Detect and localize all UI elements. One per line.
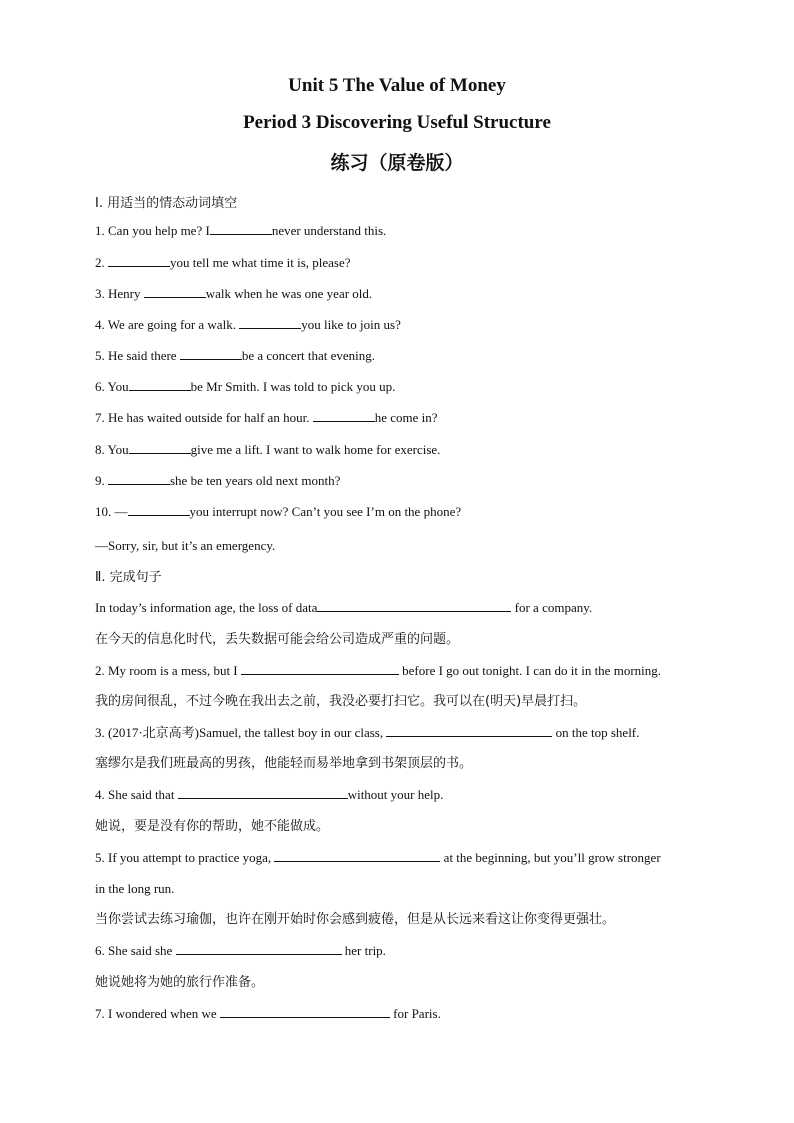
sentence-6-translation: 她说她将为她的旅行作准备。 (95, 975, 265, 990)
answer-blank[interactable] (241, 662, 399, 675)
exercise-2: 2. you tell me what time it is, please? (95, 255, 351, 270)
answer-blank[interactable] (108, 472, 170, 485)
exercise-1: 1. Can you help me? I never understand this. (95, 223, 387, 238)
sentence-1: In today’s information age, the loss of data for a company. (95, 600, 593, 615)
sentence-2: 2. My room is a mess, but I before I go out tonight. I can do it in the morning. (95, 663, 662, 678)
answer-blank[interactable] (386, 724, 552, 737)
answer-blank[interactable] (239, 316, 301, 329)
answer-blank[interactable] (220, 1005, 390, 1018)
exercise-4: 4. We are going for a walk. you like to join us? (95, 317, 401, 332)
answer-blank[interactable] (176, 942, 342, 955)
answer-blank[interactable] (274, 849, 440, 862)
unit-title: Unit 5 The Value of Money (288, 75, 506, 96)
exercise-10: 10. — you interrupt now? Can’t you see I’m on the phone? (95, 504, 462, 519)
sentence-4: 4. She said that without your help. (95, 787, 444, 802)
exercise-5: 5. He said there be a concert that evening. (95, 348, 376, 363)
exercise-8: 8. You give me a lift. I want to walk home for exercise. (95, 442, 441, 457)
sentence-6: 6. She said she her trip. (95, 943, 386, 958)
exercise-3: 3. Henry walk when he was one year old. (95, 286, 373, 301)
sentence-1-translation: 在今天的信息化时代，丢失数据可能会给公司造成严重的问题。 (95, 632, 460, 647)
answer-blank[interactable] (313, 409, 375, 422)
sentence-5-translation: 当你尝试去练习瑜伽，也许在刚开始时你会感到疲倦，但是从长远来看这让你变得更强壮。 (95, 912, 616, 927)
answer-blank[interactable] (180, 347, 242, 360)
answer-blank[interactable] (129, 378, 191, 391)
answer-blank[interactable] (210, 222, 272, 235)
sentence-5-continued: in the long run. (95, 881, 175, 896)
answer-blank[interactable] (144, 285, 206, 298)
exercise-9: 9. she be ten years old next month? (95, 473, 341, 488)
answer-blank[interactable] (129, 441, 191, 454)
exercise-10-reply: —Sorry, sir, but it’s an emergency. (95, 538, 276, 553)
sentence-5: 5. If you attempt to practice yoga, at the beginning, but you’ll grow stronger (95, 850, 661, 865)
subtitle: 练习（原卷版） (330, 152, 464, 174)
section-2-heading: Ⅱ. 完成句子 (95, 570, 162, 585)
exercise-7: 7. He has waited outside for half an hour. he come in? (95, 410, 438, 425)
exercise-6: 6. You be Mr Smith. I was told to pick you up. (95, 379, 396, 394)
sentence-3: 3. (2017·北京高考)Samuel, the tallest boy in our class, on the top shelf. (95, 725, 640, 740)
sentence-4-translation: 她说，要是没有你的帮助，她不能做成。 (95, 819, 330, 834)
sentence-7: 7. I wondered when we for Paris. (95, 1006, 441, 1021)
period-title: Period 3 Discovering Useful Structure (243, 112, 551, 133)
answer-blank[interactable] (108, 254, 170, 267)
section-1-heading: Ⅰ. 用适当的情态动词填空 (95, 196, 238, 211)
answer-blank[interactable] (317, 599, 511, 612)
answer-blank[interactable] (178, 786, 348, 799)
sentence-2-translation: 我的房间很乱，不过今晚在我出去之前，我没必要打扫它。我可以在(明天)早晨打扫。 (95, 694, 587, 709)
answer-blank[interactable] (128, 503, 190, 516)
sentence-3-translation: 塞缪尔是我们班最高的男孩，他能轻而易举地拿到书架顶层的书。 (95, 756, 473, 771)
